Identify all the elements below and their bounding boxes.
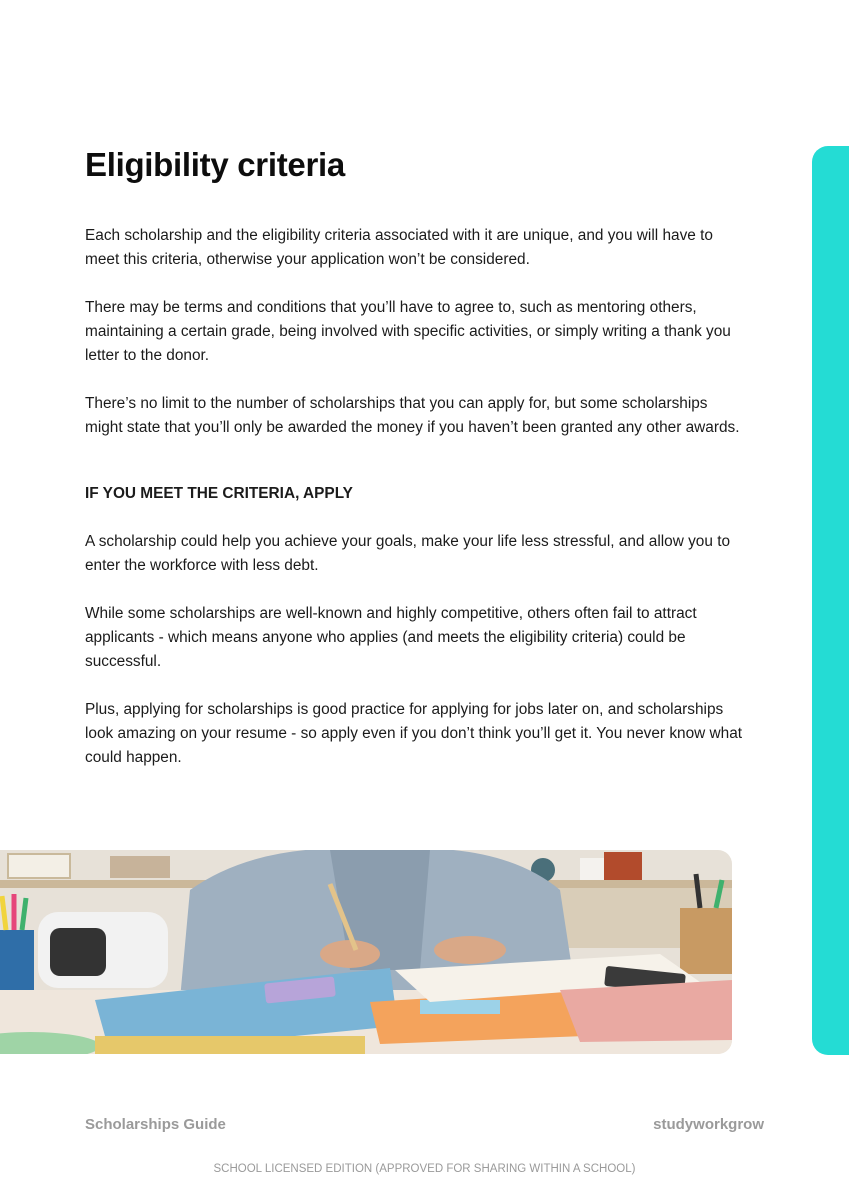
accent-side-bar (812, 146, 849, 1055)
page-title: Eligibility criteria (85, 146, 345, 183)
paragraph-achieve-goals: A scholarship could help you achieve your goals, make your life less stressful, and allow you to enter the workforce with less debt. (85, 533, 731, 574)
paragraph-competitive: While some scholarships are well-known and highly competitive, others often fail to attract applicants - which means anyone who applies (and meets the eligibility criteria) could be successful. (85, 605, 697, 670)
student-studying-photo (0, 850, 732, 1054)
paragraph-no-limit: There’s no limit to the number of scholarships that you can apply for, but some scholarships might state that you’ll only be awarded the money if you haven’t been granted any other awards. (85, 395, 740, 436)
student-studying-illustration (0, 850, 732, 1054)
main-content (85, 224, 745, 794)
paragraph-terms-conditions: There may be terms and conditions that you’ll have to agree to, such as mentoring others, maintaining a certain grade, being involved with specific activities, or simply writing a thank you letter to the donor. (85, 299, 731, 364)
section-subheading: IF YOU MEET THE CRITERIA, APPLY (85, 485, 353, 502)
paragraph-good-practice: Plus, applying for scholarships is good practice for applying for jobs later on, and scholarships look amazing on your resume - so apply even if you don’t think you’ll get it. You never know what could happen. (85, 701, 743, 766)
footer-brand: studyworkgrow (653, 1116, 764, 1133)
license-notice: SCHOOL LICENSED EDITION (APPROVED FOR SHARING WITHIN A SCHOOL) (213, 1163, 636, 1175)
footer-guide-title: Scholarships Guide (85, 1116, 226, 1133)
paragraph-unique-criteria: Each scholarship and the eligibility criteria associated with it are unique, and you will have to meet this criteria, otherwise your application won’t be considered. (85, 227, 713, 268)
